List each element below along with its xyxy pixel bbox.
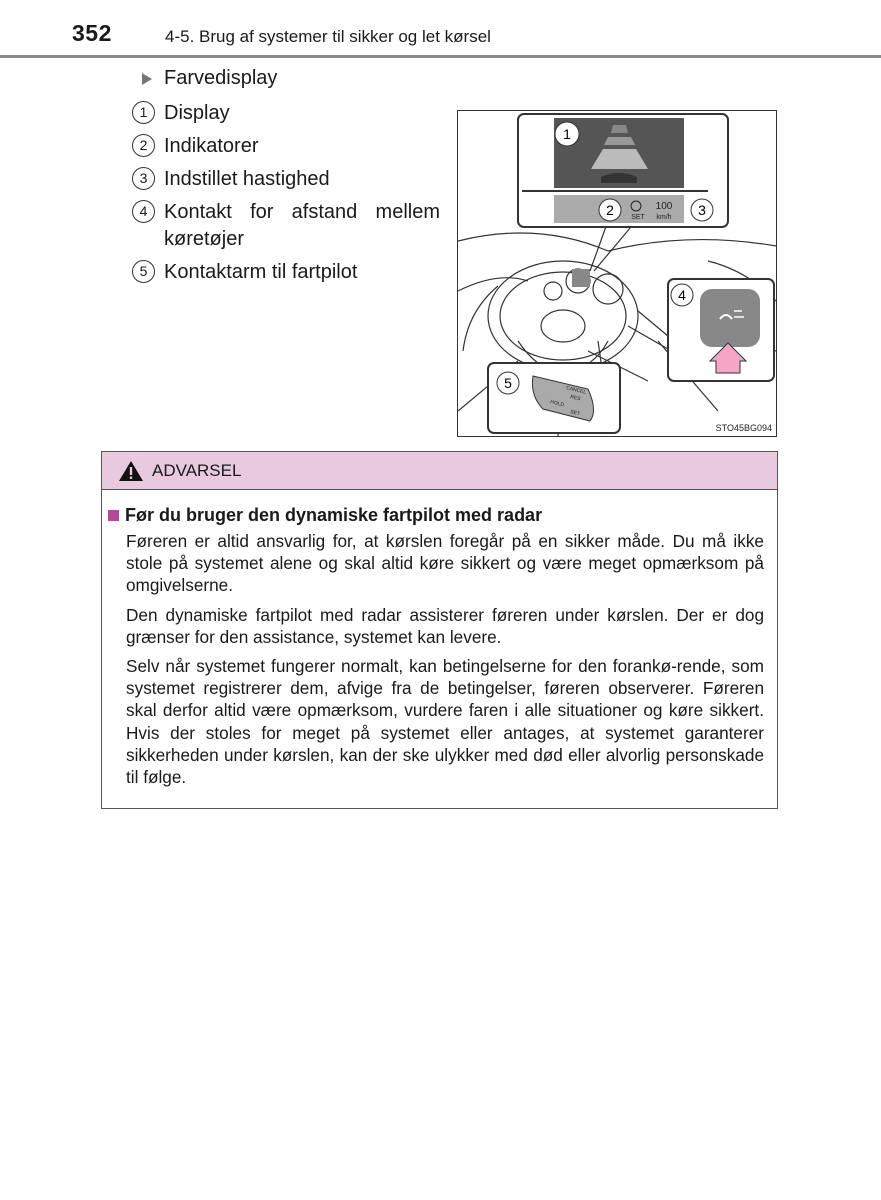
legend-label: Indstillet hastighed	[164, 168, 330, 190]
warning-header-text: ADVARSEL	[152, 460, 242, 480]
cruise-lever-inset	[488, 363, 620, 433]
warning-title	[108, 505, 542, 526]
lever-label-cancel: CANCEL	[565, 385, 587, 396]
square-bullet-icon	[108, 510, 119, 521]
warning-header	[102, 452, 777, 490]
legend-label: Kontaktarm til fartpilot	[164, 261, 358, 283]
image-code: STO45BG094	[715, 423, 772, 433]
warning-triangle-icon	[118, 460, 144, 482]
legend-label: Display	[164, 102, 230, 124]
warning-paragraph: Selv når systemet fungerer normalt, kan betingelserne for den forankø-rende, som systemet registrerer dem, afvige fra de betingelser, føreren observerer. Føreren skal derfor altid være opmærksom, vurdere faren i alle situationer og køre sikkert. Hvis der stoles for meget på systemet eller antages, at systemet garanterer sikkerheden under kørslen, kan der ske ulykker med død eller alvorlig personskade til følge.	[126, 656, 764, 788]
distance-switch-inset	[668, 279, 774, 381]
warning-paragraph: Føreren er altid ansvarlig for, at kørslen foregår på en sikker måde. Du må ikke stole på systemet alene og skal altid køre sikkert og være meget opmærksom på omgivelserne.	[126, 531, 764, 596]
callout-1-label: 1	[563, 126, 571, 142]
warning-paragraph: Den dynamiske fartpilot med radar assisterer føreren under kørslen. Der er dog grænser for den assistance, systemet kan levere.	[126, 604, 764, 647]
callout-3-label: 3	[698, 202, 706, 218]
lever-label-res: RES	[569, 394, 581, 403]
set-indicator-text: SET	[631, 214, 645, 221]
legend-label: Kontakt for afstand mellem køretøjer	[164, 201, 440, 250]
warning-box	[101, 451, 778, 809]
legend-item	[132, 100, 440, 127]
dashboard-illustration	[457, 110, 777, 437]
subheading	[142, 67, 277, 90]
center-display-drawing	[572, 269, 590, 287]
lever-label-set: SET	[569, 409, 581, 418]
callout-number: 4	[132, 200, 155, 223]
callout-4-label: 4	[678, 287, 686, 303]
callout-5-label: 5	[504, 375, 512, 391]
callout-number: 2	[132, 134, 155, 157]
speed-value-text: 100	[655, 201, 673, 212]
section-title: 4-5. Brug af systemer til sikker og let kørsel	[165, 27, 491, 46]
legend-label: Indikatorer	[164, 135, 259, 157]
callout-number: 3	[132, 167, 155, 190]
legend-item	[132, 259, 440, 286]
callout-2-label: 2	[606, 202, 614, 218]
legend-list	[132, 100, 440, 292]
header-rule	[0, 55, 881, 58]
legend-item	[132, 199, 440, 253]
display-inset	[518, 114, 728, 227]
callout-number: 5	[132, 260, 155, 283]
page-number: 352	[72, 20, 112, 46]
lever-label-hold: HOLD	[549, 399, 565, 409]
warning-title-text: Før du bruger den dynamiske fartpilot med radar	[125, 505, 543, 525]
triangle-bullet-icon	[142, 73, 152, 85]
subheading-text: Farvedisplay	[164, 67, 278, 89]
callout-number: 1	[132, 101, 155, 124]
warning-body	[126, 530, 764, 795]
speed-unit-text: km/h	[656, 214, 672, 221]
legend-item	[132, 133, 440, 160]
legend-item	[132, 166, 440, 193]
